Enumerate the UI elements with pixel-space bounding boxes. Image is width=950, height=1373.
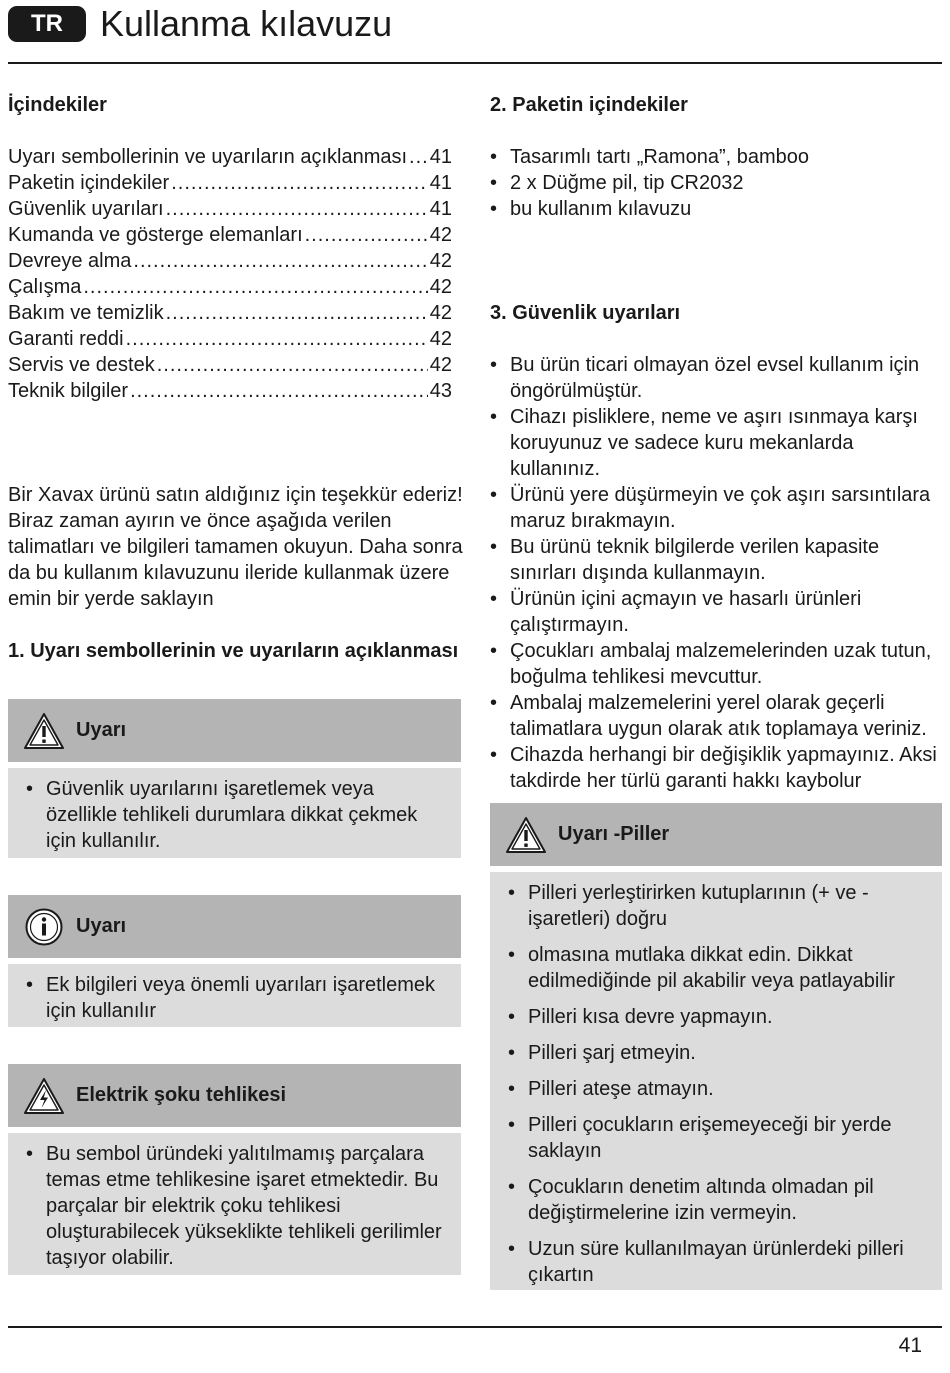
list-item: • Ambalaj malzemelerini yerel olarak geçerli talimatlara uygun olarak atık toplamaya veriniz. xyxy=(490,690,940,742)
list-item: • Güvenlik uyarılarını işaretlemek veya özellikle tehlikeli durumlara dikkat çekmek için kullanılır. xyxy=(26,776,445,854)
toc-item-page: 42 xyxy=(429,354,452,376)
language-badge: TR xyxy=(8,6,86,42)
toc-item-label: Çalışma xyxy=(8,276,82,298)
toc-leader xyxy=(305,222,428,248)
toc-item[interactable] xyxy=(8,248,452,274)
footer-divider xyxy=(8,1326,942,1328)
toc-item-label: Uyarı sembollerinin ve uyarıların açıklanması xyxy=(8,146,408,168)
toc-item[interactable] xyxy=(8,300,452,326)
toc-item-page: 42 xyxy=(429,250,452,272)
list-item: • Çocukların denetim altında olmadan pil değiştirmelerine izin vermeyin. xyxy=(508,1174,930,1226)
table-of-contents xyxy=(8,144,452,404)
list-item: • Bu sembol üründeki yalıtılmamış parçalara temas etme tehlikesine işaret etmektedir. Bu parçalar bir elektrik çoku tehlikesi oluşturabilecek yükseklikte tehlikeli gerilimler taşıyor olabilir. xyxy=(26,1141,445,1271)
warning-box-list xyxy=(26,776,445,854)
list-item: • Ürünü yere düşürmeyin ve çok aşırı sarsıntılara maruz bırakmayın. xyxy=(490,482,940,534)
info-box-list xyxy=(26,972,445,1024)
info-box-title: Uyarı xyxy=(76,915,127,937)
electric-shock-box-body xyxy=(8,1133,461,1275)
page-number: 41 xyxy=(898,1334,922,1357)
info-circle-icon xyxy=(22,907,66,947)
toc-leader xyxy=(133,248,427,274)
list-item: • Ek bilgileri veya önemli uyarıları işaretlemek için kullanılır xyxy=(26,972,445,1024)
warning-triangle-icon xyxy=(504,815,548,855)
toc-item-label: Devreye alma xyxy=(8,250,132,272)
warning-box-title: Uyarı xyxy=(76,719,127,741)
warning-box-header xyxy=(8,699,461,762)
electric-shock-box-list xyxy=(26,1141,445,1271)
toc-item-label: Güvenlik uyarıları xyxy=(8,198,164,220)
page-title: Kullanma kılavuzu xyxy=(100,3,393,44)
toc-item-page: 42 xyxy=(429,302,452,324)
list-item: • Bu ürünü teknik bilgilerde verilen kapasite sınırları dışında kullanmayın. xyxy=(490,534,940,586)
toc-item[interactable] xyxy=(8,326,452,352)
toc-item-page: 41 xyxy=(429,172,452,194)
list-item: • Pilleri yerleştirirken kutuplarının (+ ve - işaretleri) doğru xyxy=(508,880,930,932)
info-box-body xyxy=(8,964,461,1027)
list-item: • bu kullanım kılavuzu xyxy=(490,196,940,222)
list-item: • Cihazı pisliklere, neme ve aşırı ısınmaya karşı koruyunuz ve sadece kuru mekanlarda kullanınız. xyxy=(490,404,940,482)
list-item: • Çocukları ambalaj malzemelerinden uzak tutun, boğulma tehlikesi mevcuttur. xyxy=(490,638,940,690)
list-item: • Pilleri çocukların erişemeyeceği bir yerde saklayın xyxy=(508,1112,930,1164)
toc-item-label: Kumanda ve gösterge elemanları xyxy=(8,224,303,246)
toc-item-label: Paketin içindekiler xyxy=(8,172,170,194)
safety-notes-list xyxy=(490,352,940,794)
toc-heading: İçindekiler xyxy=(8,94,107,116)
list-item: • Pilleri kısa devre yapmayın. xyxy=(508,1004,930,1030)
warning-triangle-icon xyxy=(22,711,66,751)
battery-warning-list xyxy=(508,880,930,1288)
warning-box-body xyxy=(8,768,461,858)
toc-item-page: 43 xyxy=(429,380,452,402)
toc-item[interactable] xyxy=(8,170,452,196)
section2-heading: 2. Paketin içindekiler xyxy=(490,94,688,116)
toc-item[interactable] xyxy=(8,378,452,404)
list-item: • Uzun süre kullanılmayan ürünlerdeki pilleri çıkartın xyxy=(508,1236,930,1288)
section3-heading: 3. Güvenlik uyarıları xyxy=(490,302,681,324)
electric-shock-box-header xyxy=(8,1064,461,1127)
electric-shock-triangle-icon xyxy=(22,1076,66,1116)
section1-heading: 1. Uyarı sembollerinin ve uyarıların açıklanması xyxy=(8,640,459,662)
toc-item-label: Servis ve destek xyxy=(8,354,155,376)
toc-item-page: 42 xyxy=(429,276,452,298)
toc-item[interactable] xyxy=(8,352,452,378)
toc-item[interactable] xyxy=(8,196,452,222)
toc-leader xyxy=(409,144,428,170)
list-item: • 2 x Düğme pil, tip CR2032 xyxy=(490,170,940,196)
toc-item-page: 42 xyxy=(429,328,452,350)
intro-paragraph: Bir Xavax ürünü satın aldığınız için teşekkür ederiz! Biraz zaman ayırın ve önce aşağıda verilen talimatları ve bilgileri tamamen okuyun. Daha sonra da bu kullanım kılavuzunu ileride kullanmak üzere emin bir yerde saklayın xyxy=(8,484,463,610)
toc-item[interactable] xyxy=(8,274,452,300)
toc-item-page: 41 xyxy=(429,146,452,168)
list-item: • Pilleri şarj etmeyin. xyxy=(508,1040,930,1066)
toc-leader xyxy=(83,274,427,300)
toc-item-label: Teknik bilgiler xyxy=(8,380,129,402)
battery-warning-box-body xyxy=(490,872,942,1290)
list-item: • olmasına mutlaka dikkat edin. Dikkat edilmediğinde pil akabilir veya patlayabilir xyxy=(508,942,930,994)
toc-leader xyxy=(166,300,428,326)
list-item: • Pilleri ateşe atmayın. xyxy=(508,1076,930,1102)
toc-leader xyxy=(157,352,428,378)
list-item: • Tasarımlı tartı „Ramona”, bamboo xyxy=(490,144,940,170)
header-divider xyxy=(8,62,942,64)
toc-item[interactable] xyxy=(8,222,452,248)
toc-leader xyxy=(171,170,428,196)
toc-leader xyxy=(126,326,428,352)
toc-item-page: 41 xyxy=(429,198,452,220)
electric-shock-box-title: Elektrik şoku tehlikesi xyxy=(76,1084,287,1106)
battery-warning-box-title: Uyarı -Piller xyxy=(558,823,670,845)
info-box-header xyxy=(8,895,461,958)
toc-item-label: Bakım ve temizlik xyxy=(8,302,164,324)
toc-leader xyxy=(130,378,428,404)
toc-item-label: Garanti reddi xyxy=(8,328,124,350)
toc-leader xyxy=(166,196,428,222)
package-contents-list xyxy=(490,144,940,222)
toc-item[interactable] xyxy=(8,144,452,170)
toc-item-page: 42 xyxy=(429,224,452,246)
list-item: • Bu ürün ticari olmayan özel evsel kullanım için öngörülmüştür. xyxy=(490,352,940,404)
list-item: • Ürünün içini açmayın ve hasarlı ürünleri çalıştırmayın. xyxy=(490,586,940,638)
list-item: • Cihazda herhangi bir değişiklik yapmayınız. Aksi takdirde her türlü garanti hakkı kaybolur xyxy=(490,742,940,794)
battery-warning-box-header xyxy=(490,803,942,866)
